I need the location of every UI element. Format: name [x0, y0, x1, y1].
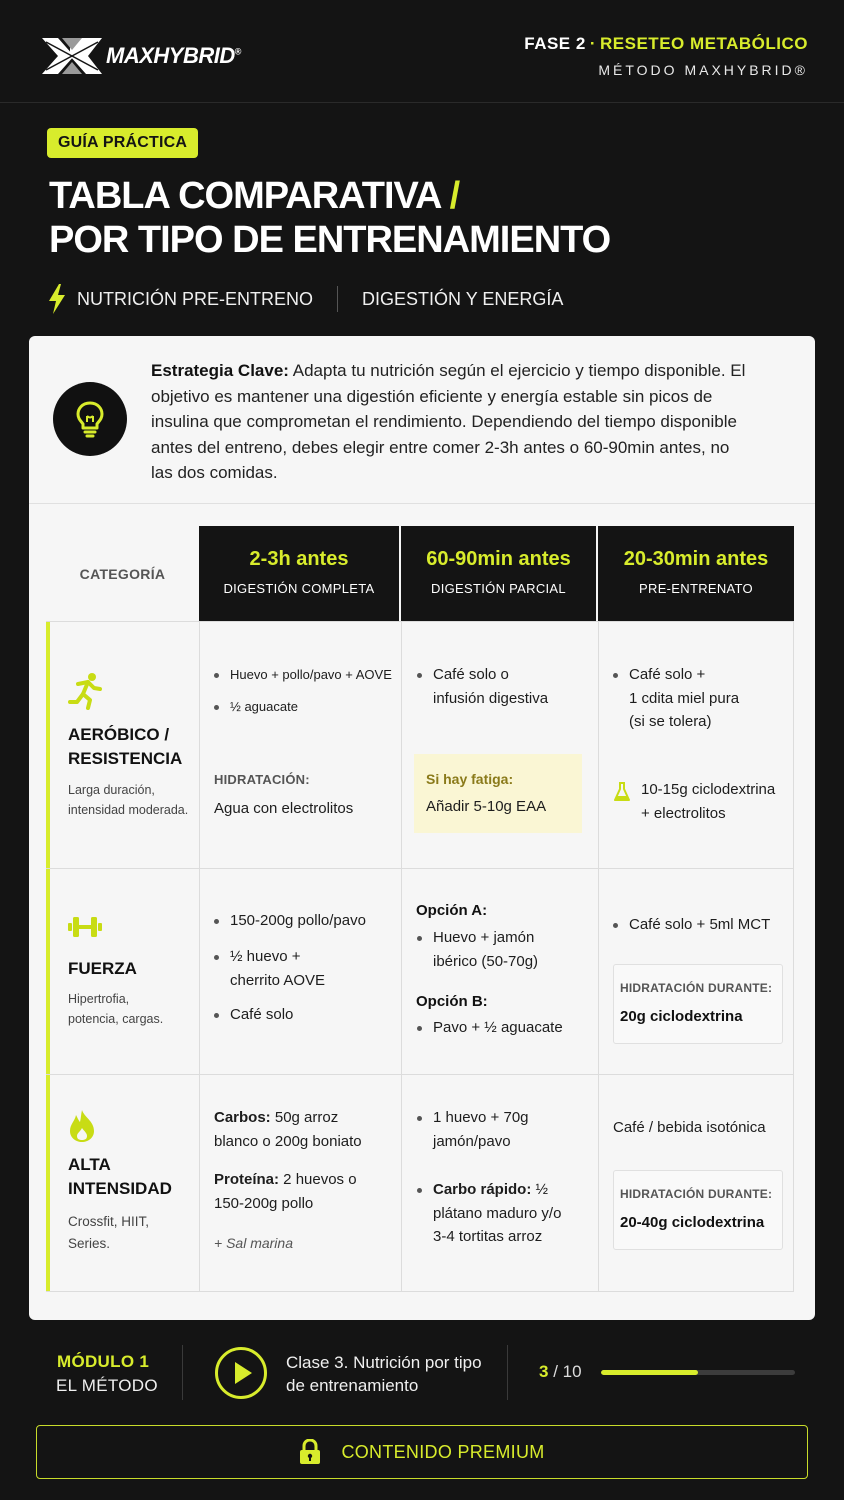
column-sub: DIGESTIÓN PARCIAL: [431, 581, 566, 596]
carbs-text: Carbos: 50g arroz blanco o 200g boniato: [214, 1109, 362, 1150]
strategy-box: [29, 336, 815, 504]
category-description: Crossfit, HIIT, Series.: [68, 1214, 150, 1251]
list-item: Café solo + 1 cdita miel pura (si se tolera): [629, 663, 739, 734]
premium-label: CONTENIDO PREMIUM: [341, 1441, 545, 1462]
logo-text: MAXHYBRID®: [106, 43, 241, 68]
phase-info: [524, 34, 808, 78]
flask-text: 10-15g ciclodextrina + electrolitos: [641, 781, 776, 822]
list-item: Huevo + pollo/pavo + AOVE: [230, 663, 392, 687]
play-icon[interactable]: [215, 1347, 267, 1399]
topic-tags: [47, 284, 563, 314]
class-title[interactable]: Clase 3. Nutrición por tipo de entrenamiento: [286, 1353, 482, 1395]
maxhybrid-logo[interactable]: [40, 36, 241, 76]
salt-note: + Sal marina: [214, 1235, 293, 1251]
column-header-20-30min: [598, 526, 794, 621]
dumbbell-icon: [68, 915, 102, 939]
module-title: MÓDULO 1: [57, 1352, 150, 1371]
list-item: Huevo + jamón ibérico (50-70g): [433, 926, 538, 973]
lesson-footer: [0, 1330, 844, 1415]
cell-strength-2-3h: [199, 869, 401, 1074]
list-item: 1 huevo + 70g jamón/pavo: [433, 1106, 529, 1153]
page-total: 10: [562, 1362, 582, 1381]
lightbulb-icon: [53, 382, 127, 456]
flame-icon: [68, 1109, 96, 1143]
row-category: [46, 869, 199, 1074]
title-slash: /: [449, 175, 460, 217]
content-card: [29, 336, 815, 1320]
hydration-value: Agua con electrolitos: [214, 800, 354, 817]
cell-high-intensity-2-3h: [199, 1075, 401, 1291]
fatigue-label: Si hay fatiga:: [426, 771, 514, 787]
cell-high-intensity-20-30min: [598, 1075, 794, 1291]
fatigue-text: Añadir 5-10g EAA: [426, 798, 547, 815]
hydration-value: 20g ciclodextrina: [620, 1008, 743, 1025]
running-person-icon: [68, 672, 102, 710]
protein-text: Proteína: 2 huevos o 150-200g pollo: [214, 1171, 357, 1212]
page-counter: 3 / 10: [539, 1362, 582, 1381]
guide-badge: GUÍA PRÁCTICA: [47, 128, 198, 158]
hydration-value: 20-40g ciclodextrina: [620, 1214, 765, 1231]
category-header: CATEGORÍA: [79, 565, 166, 582]
tag-pre-workout: NUTRICIÓN PRE-ENTRENO: [77, 288, 314, 309]
cell-strength-20-30min: [598, 869, 794, 1074]
premium-content-button[interactable]: [36, 1425, 808, 1479]
category-name: AERÓBICO / RESISTENCIA: [68, 725, 183, 768]
column-time: 60-90min antes: [426, 548, 571, 570]
list-item: Café solo + 5ml MCT: [629, 913, 770, 937]
hydration-box: [613, 1170, 783, 1250]
strategy-body: Adapta tu nutrición según el ejercicio y tiempo disponible. El objetivo es mantener una digestión eficiente y energía estable sin picos de insulina que comprometan el rendimiento. Dependiendo del tiempo disponible antes del entreno, debes elegir entre comer 2-3h antes o 60-90min antes, no las dos comidas.: [151, 361, 746, 483]
progress-fill: [601, 1370, 698, 1375]
strategy-label: Estrategia Clave:: [151, 361, 289, 380]
column-sub: DIGESTIÓN COMPLETA: [223, 581, 375, 596]
flask-icon: [614, 782, 630, 802]
cell-strength-60-90min: [401, 869, 598, 1074]
list-item: Pavo + ½ aguacate: [433, 1016, 563, 1040]
row-category: [46, 1075, 199, 1291]
phase-separator: ·: [589, 34, 597, 53]
lock-icon: [299, 1439, 321, 1465]
cell-aerobic-2-3h: [199, 622, 401, 868]
cell-aerobic-60-90min: [401, 622, 598, 868]
column-header-2-3h: [199, 526, 399, 621]
tag-digestion: DIGESTIÓN Y ENERGÍA: [362, 288, 564, 309]
list-item: 150-200g pollo/pavo: [230, 909, 366, 933]
fatigue-note: [414, 754, 582, 833]
phase-name: RESETEO METABÓLICO: [600, 34, 808, 53]
footer-divider: [507, 1345, 508, 1400]
method-label: MÉTODO MAXHYBRID®: [598, 62, 808, 78]
list-item: ½ huevo + cherrito AOVE: [230, 945, 325, 992]
cell-high-intensity-60-90min: [401, 1075, 598, 1291]
page-current: 3: [539, 1362, 549, 1381]
option-a-label: Opción A:: [416, 902, 488, 919]
title-line-2: POR TIPO DE ENTRENAMIENTO: [49, 219, 611, 261]
strategy-text: [151, 358, 751, 486]
title-line-1: TABLA COMPARATIVA: [49, 175, 441, 217]
hydration-label: HIDRATACIÓN DURANTE:: [620, 1187, 773, 1201]
lightning-bolt-icon: [47, 284, 67, 314]
category-name: ALTA INTENSIDAD: [68, 1155, 172, 1198]
top-header: [0, 0, 844, 103]
list-item: Café solo o infusión digestiva: [433, 663, 548, 710]
x-logo-icon: [40, 36, 104, 76]
table-row-strength: [46, 868, 794, 1074]
phase-number: FASE 2: [524, 34, 586, 53]
page-title: [49, 174, 610, 262]
row-category: [46, 622, 199, 868]
module-subtitle: EL MÉTODO: [56, 1376, 158, 1395]
column-header-60-90min: [401, 526, 596, 621]
list-item: ½ aguacate: [230, 695, 298, 719]
cell-aerobic-20-30min: [598, 622, 794, 868]
column-time: 20-30min antes: [623, 548, 769, 570]
category-description: Hipertrofia, potencia, cargas.: [68, 992, 164, 1026]
progress-bar: [601, 1370, 795, 1375]
phase-line: [524, 34, 808, 54]
table-header: [46, 526, 794, 621]
category-description: Larga duración, intensidad moderada.: [68, 783, 189, 817]
option-b-label: Opción B:: [416, 993, 488, 1010]
tag-divider: [337, 286, 338, 312]
column-sub: PRE-ENTRENATO: [639, 581, 753, 596]
drink-text: Café / bebida isotónica: [613, 1119, 766, 1136]
footer-divider: [182, 1345, 183, 1400]
hydration-label: HIDRATACIÓN:: [214, 772, 310, 787]
hydration-box: [613, 964, 783, 1044]
table-row-aerobic: [46, 621, 794, 868]
list-item: Café solo: [230, 1003, 293, 1027]
hydration-label: HIDRATACIÓN DURANTE:: [620, 981, 773, 995]
list-item: Carbo rápido: ½ plátano maduro y/o 3-4 tortitas arroz: [433, 1178, 561, 1249]
category-name: FUERZA: [68, 959, 137, 978]
column-time: 2-3h antes: [249, 548, 349, 570]
table-row-high-intensity: [46, 1074, 794, 1292]
